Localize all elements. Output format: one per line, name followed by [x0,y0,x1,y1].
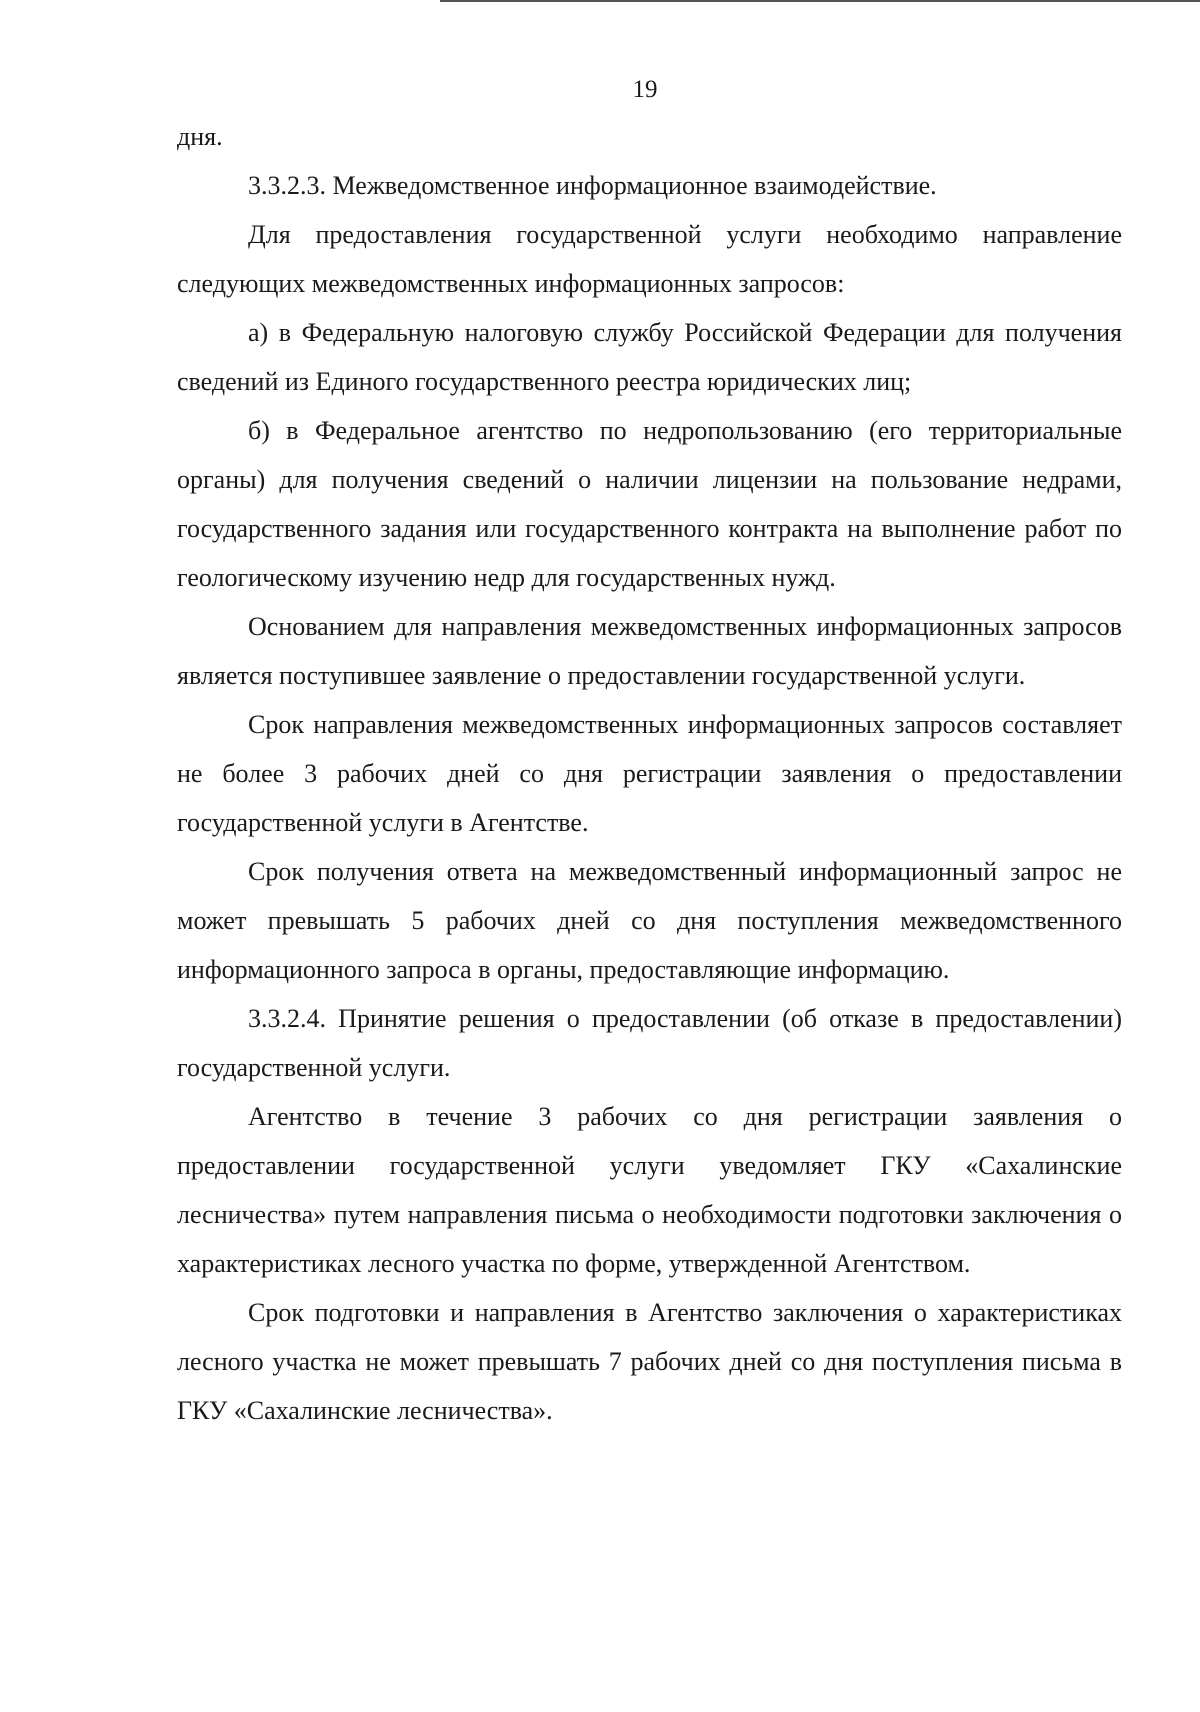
paragraph-response-deadline: Срок получения ответа на межведомственный информационный запрос не может превышать 5 рабочих дней со дня поступления межведомственного информационного запроса в органы, предоставляющие информацию. [177,857,1122,984]
document-body [177,112,1122,1435]
section-heading-3-3-2-3: 3.3.2.3. Межведомственное информационное взаимодействие. [248,171,937,200]
page-number: 19 [632,76,658,103]
paragraph-requests-intro: Для предоставления государственной услуги необходимо направление следующих межведомственных информационных запросов: [177,220,1122,298]
paragraph-basis: Основанием для направления межведомственных информационных запросов является поступившее заявление о предоставлении государственной услуги. [177,612,1122,690]
paragraph-continuation: дня. [177,122,223,151]
paragraph-agency-notification: Агентство в течение 3 рабочих со дня регистрации заявления о предоставлении государственной услуги уведомляет ГКУ «Сахалинские лесничества» путем направления письма о необходимости подготовки заключения о характеристиках лесного участка по форме, утвержденной Агентством. [177,1102,1122,1278]
paragraph-conclusion-deadline: Срок подготовки и направления в Агентство заключения о характеристиках лесного участка не может превышать 7 рабочих дней со дня поступления письма в ГКУ «Сахалинские лесничества». [177,1298,1122,1425]
top-edge-rule [440,0,1200,2]
list-item-a: а) в Федеральную налоговую службу Российской Федерации для получения сведений из Единого государственного реестра юридических лиц; [177,318,1122,396]
list-item-b: б) в Федеральное агентство по недропользованию (его территориальные органы) для получения сведений о наличии лицензии на пользование недрами, государственного задания или государственного контракта на выполнение работ по геологическому изучению недр для государственных нужд. [177,416,1122,592]
section-heading-3-3-2-4: 3.3.2.4. Принятие решения о предоставлении (об отказе в предоставлении) государственной услуги. [177,1004,1122,1082]
paragraph-request-deadline: Срок направления межведомственных информационных запросов составляет не более 3 рабочих дней со дня регистрации заявления о предоставлении государственной услуги в Агентстве. [177,710,1122,837]
